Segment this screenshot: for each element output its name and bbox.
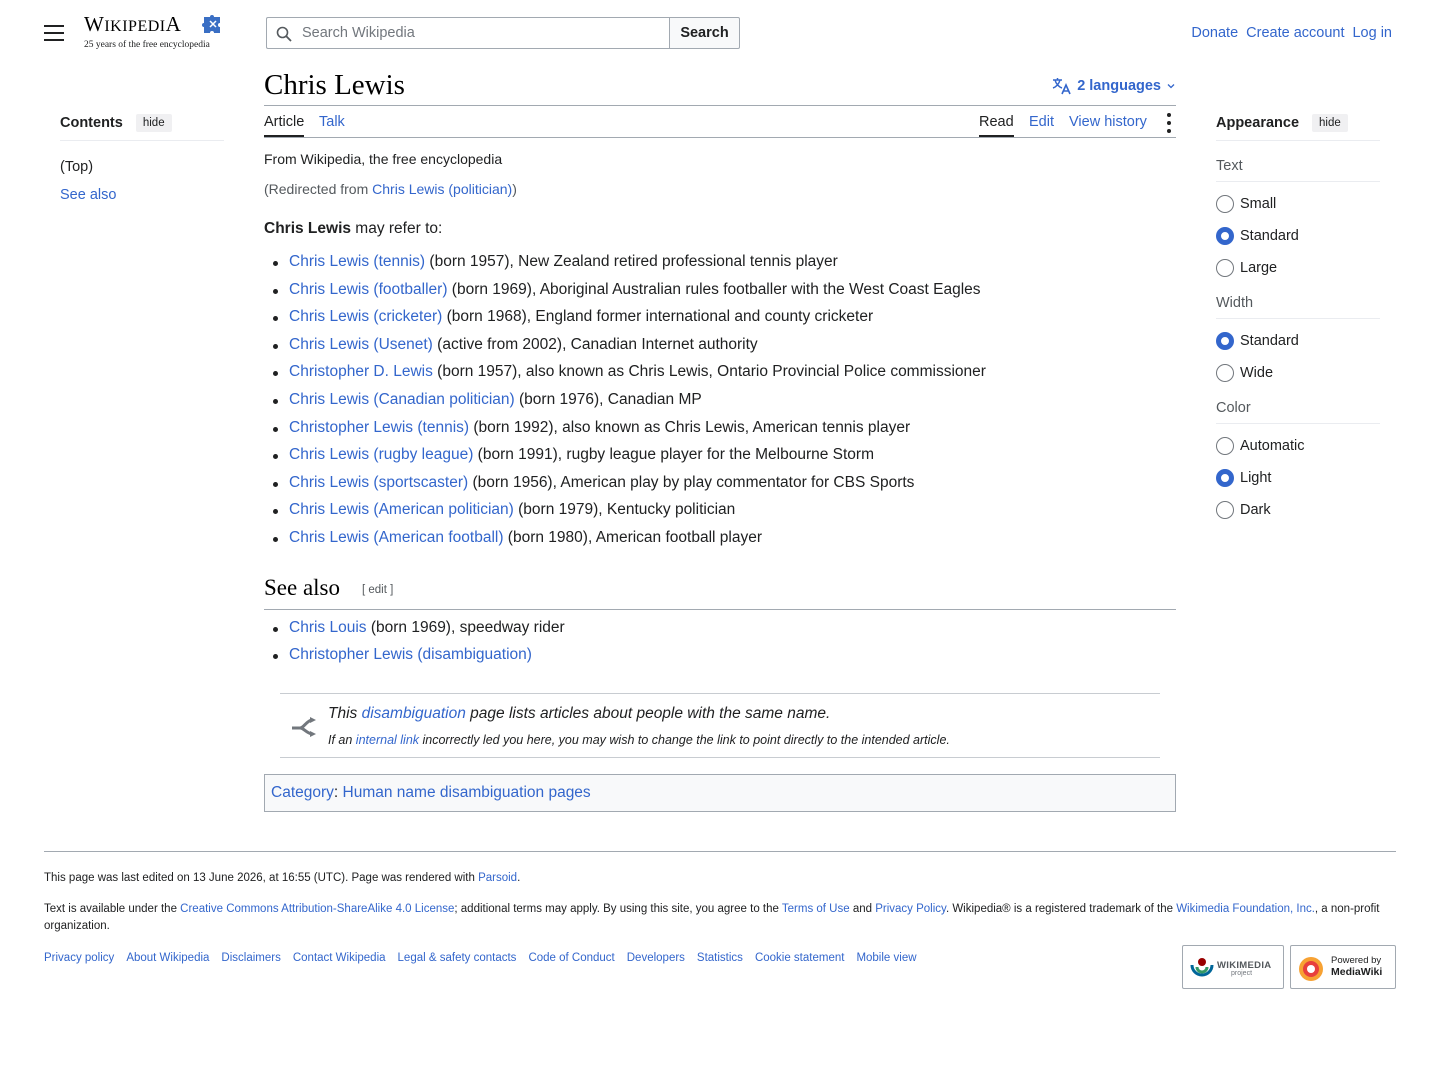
list-item <box>289 335 1176 363</box>
disambiguation-link[interactable]: disambiguation <box>361 704 466 722</box>
list-item <box>289 307 1176 335</box>
logo-wordmark: WIKIPEDIA <box>84 12 182 36</box>
footer-badges <box>1182 945 1396 989</box>
license-link[interactable]: Creative Commons Attribution-ShareAlike 4.0 License <box>180 903 455 915</box>
language-count: 2 languages <box>1077 78 1161 94</box>
list-item <box>289 445 1176 473</box>
entry-link[interactable]: Chris Lewis (tennis) <box>289 253 426 270</box>
list-item <box>289 418 1176 446</box>
appearance-panel <box>1216 114 1380 536</box>
appearance-hide-button[interactable]: hide <box>1312 114 1348 132</box>
entry-description: (born 1979), Kentucky politician <box>513 501 736 519</box>
toc-item-see-also[interactable]: See also <box>60 187 117 203</box>
appearance-group-width <box>1216 295 1380 383</box>
list-item <box>289 473 1176 501</box>
category-link[interactable]: Human name disambiguation pages <box>342 783 591 801</box>
footer-link[interactable]: Legal & safety contacts <box>397 952 517 964</box>
tab-view-history[interactable]: View history <box>1069 114 1147 130</box>
tab-read[interactable]: Read <box>979 114 1014 137</box>
list-item <box>289 362 1176 390</box>
radio-color-light[interactable] <box>1216 468 1380 488</box>
radio-color-automatic[interactable] <box>1216 436 1380 456</box>
list-item <box>289 528 1176 556</box>
entry-description: (born 1968), England former international and county cricketer <box>442 308 874 326</box>
puzzle-icon <box>202 13 224 35</box>
radio-button[interactable] <box>1216 227 1234 245</box>
see-also-list <box>264 618 1176 673</box>
radio-label: Light <box>1240 470 1272 486</box>
user-links <box>1191 25 1392 41</box>
entry-description: (born 1991), rugby league player for the Melbourne Storm <box>473 446 874 464</box>
list-item <box>289 280 1176 308</box>
radio-label: Large <box>1240 260 1278 276</box>
footer <box>44 851 1396 978</box>
see-also-entry-link[interactable]: Christopher Lewis (disambiguation) <box>289 646 532 664</box>
title-row <box>264 66 1176 106</box>
search-button[interactable]: Search <box>669 17 740 49</box>
toc-hide-button[interactable]: hide <box>136 114 172 132</box>
wikimedia-badge[interactable]: WIKIMEDIA project <box>1182 945 1284 989</box>
radio-label: Standard <box>1240 228 1299 244</box>
list-item <box>289 390 1176 418</box>
appearance-group-text <box>1216 158 1380 278</box>
login-link[interactable]: Log in <box>1352 25 1392 41</box>
wikipedia-logo[interactable] <box>84 12 234 54</box>
wikimedia-foundation-link[interactable]: Wikimedia Foundation, Inc. <box>1176 903 1315 915</box>
hatnote-line-2: If an internal link incorrectly led you here, you may wish to change the link to point directly to the intended article. <box>328 732 950 747</box>
entry-link[interactable]: Chris Lewis (Canadian politician) <box>289 390 515 408</box>
toc-header <box>60 114 224 141</box>
radio-text-standard[interactable] <box>1216 226 1380 246</box>
footer-link[interactable]: Privacy policy <box>44 952 115 964</box>
toc-title: Contents <box>60 115 123 131</box>
footer-link[interactable]: Statistics <box>696 952 743 964</box>
see-also-title: See also <box>264 574 341 600</box>
radio-width-standard[interactable] <box>1216 331 1380 351</box>
entry-link[interactable]: Chris Lewis (American football) <box>289 528 504 546</box>
list-item <box>289 645 1176 673</box>
entry-description: (born 1980), American football player <box>503 528 762 546</box>
search-field-wrapper <box>266 17 669 49</box>
radio-button[interactable] <box>1216 469 1234 487</box>
footer-link[interactable]: Cookie statement <box>754 952 845 964</box>
mediawiki-badge[interactable]: Powered by MediaWiki <box>1290 945 1396 989</box>
radio-button[interactable] <box>1216 332 1234 350</box>
redirect-link[interactable]: Chris Lewis (politician) <box>372 181 513 197</box>
footer-link[interactable]: Disclaimers <box>221 952 281 964</box>
appearance-title: Appearance <box>1216 115 1300 131</box>
radio-width-wide[interactable] <box>1216 363 1380 383</box>
page-tabs <box>264 106 1176 138</box>
footer-link[interactable]: Developers <box>626 952 685 964</box>
categories-link[interactable]: Category <box>271 783 334 801</box>
more-tools-icon[interactable] <box>1167 113 1171 137</box>
radio-button[interactable] <box>1216 259 1234 277</box>
entry-link[interactable]: Chris Lewis (American politician) <box>289 501 514 519</box>
entry-link[interactable]: Chris Lewis (rugby league) <box>289 446 474 464</box>
entry-description: (born 1957), New Zealand retired professional tennis player <box>425 253 838 270</box>
tab-edit[interactable]: Edit <box>1029 114 1054 130</box>
entry-list <box>264 252 1176 556</box>
see-also-entry-description: (born 1969), speedway rider <box>366 618 565 636</box>
entry-link[interactable]: Chris Lewis (cricketer) <box>289 308 443 326</box>
page-title: Chris Lewis <box>264 69 405 101</box>
wikimedia-logo-icon <box>1189 955 1215 981</box>
tab-talk[interactable]: Talk <box>319 114 345 130</box>
translate-icon <box>1052 77 1072 95</box>
footer-link[interactable]: Code of Conduct <box>528 952 615 964</box>
appearance-header <box>1216 114 1380 141</box>
table-of-contents <box>60 114 224 203</box>
radio-label: Dark <box>1240 502 1271 518</box>
radio-label: Small <box>1240 196 1277 212</box>
disambiguation-notice <box>280 693 1160 758</box>
list-item <box>289 252 1176 280</box>
see-also-entry-link[interactable]: Chris Louis <box>289 618 367 636</box>
entry-link[interactable]: Christopher D. Lewis <box>289 363 433 381</box>
search-icon <box>276 26 292 42</box>
radio-text-small[interactable] <box>1216 194 1380 214</box>
search-form <box>266 17 740 49</box>
entry-link[interactable]: Chris Lewis (sportscaster) <box>289 473 469 491</box>
appearance-group-label: Width <box>1216 295 1380 319</box>
entry-link[interactable]: Chris Lewis (footballer) <box>289 280 448 298</box>
radio-label: Standard <box>1240 333 1299 349</box>
entry-link[interactable]: Chris Lewis (Usenet) <box>289 335 433 353</box>
mediawiki-logo-icon <box>1297 955 1325 983</box>
hatnote-line-1: This disambiguation page lists articles about people with the same name. <box>328 704 831 722</box>
entry-description: (born 1992), also known as Chris Lewis, American tennis player <box>469 418 911 436</box>
internal-link-link[interactable]: internal link <box>355 732 420 747</box>
search-input[interactable] <box>267 18 669 48</box>
list-item <box>289 618 1176 646</box>
entry-description: (active from 2002), Canadian Internet authority <box>432 335 758 353</box>
see-also-heading <box>264 573 1176 610</box>
license-text: Text is available under the Creative Commons Attribution-ShareAlike 4.0 License; additional terms may apply. By using this site, you agree to the Terms of Use and Privacy Policy. Wikipedia® is a registered trademark of the Wikimedia Foundation, Inc., a non-profit organization. <box>44 903 1380 932</box>
entry-description: (born 1976), Canadian MP <box>514 390 702 408</box>
category-box: Category: Human name disambiguation pages <box>264 774 1176 812</box>
redirect-note: (Redirected from Chris Lewis (politician)) <box>264 181 517 197</box>
appearance-group-color <box>1216 400 1380 520</box>
create-account-link[interactable]: Create account <box>1246 25 1345 41</box>
section-edit-link[interactable]: [ edit ] <box>362 583 394 596</box>
main-content <box>264 66 1176 812</box>
radio-label: Wide <box>1240 365 1274 381</box>
tab-article[interactable]: Article <box>264 114 304 137</box>
appearance-group-label: Color <box>1216 400 1380 424</box>
appearance-group-label: Text <box>1216 158 1380 182</box>
footer-link[interactable]: About Wikipedia <box>126 952 210 964</box>
parsoid-link[interactable]: Parsoid <box>478 872 518 884</box>
main-menu-button[interactable] <box>44 25 64 41</box>
entry-description: (born 1969), Aboriginal Australian rules footballer with the West Coast Eagles <box>447 280 981 298</box>
entry-link[interactable]: Christopher Lewis (tennis) <box>289 418 470 436</box>
last-edited: This page was last edited on 13 June 2026, at 16:55 (UTC). Page was rendered with Parsoid. <box>44 872 521 884</box>
language-button[interactable] <box>1052 77 1176 95</box>
footer-link[interactable]: Mobile view <box>856 952 917 964</box>
radio-text-large[interactable] <box>1216 258 1380 278</box>
entry-description: (born 1956), American play by play commentator for CBS Sports <box>468 473 915 491</box>
radio-button[interactable] <box>1216 364 1234 382</box>
radio-color-dark[interactable] <box>1216 500 1380 520</box>
radio-button[interactable] <box>1216 501 1234 519</box>
disambiguation-icon <box>290 716 320 738</box>
logo-tagline: 25 years of the free encyclopedia <box>84 40 210 50</box>
radio-button[interactable] <box>1216 195 1234 213</box>
site-subtitle: From Wikipedia, the free encyclopedia <box>264 151 503 167</box>
list-item <box>289 500 1176 528</box>
chevron-down-icon <box>1166 81 1176 91</box>
privacy-policy-link[interactable]: Privacy Policy <box>875 903 946 915</box>
terms-link[interactable]: Terms of Use <box>781 903 850 915</box>
footer-link[interactable]: Contact Wikipedia <box>292 952 386 964</box>
donate-link[interactable]: Donate <box>1191 25 1239 41</box>
lead-text: Chris Lewis may refer to: <box>264 220 443 237</box>
radio-button[interactable] <box>1216 437 1234 455</box>
entry-description: (born 1957), also known as Chris Lewis, Ontario Provincial Police commissioner <box>432 363 986 381</box>
toc-item-top[interactable]: (Top) <box>60 159 94 175</box>
radio-label: Automatic <box>1240 438 1305 454</box>
